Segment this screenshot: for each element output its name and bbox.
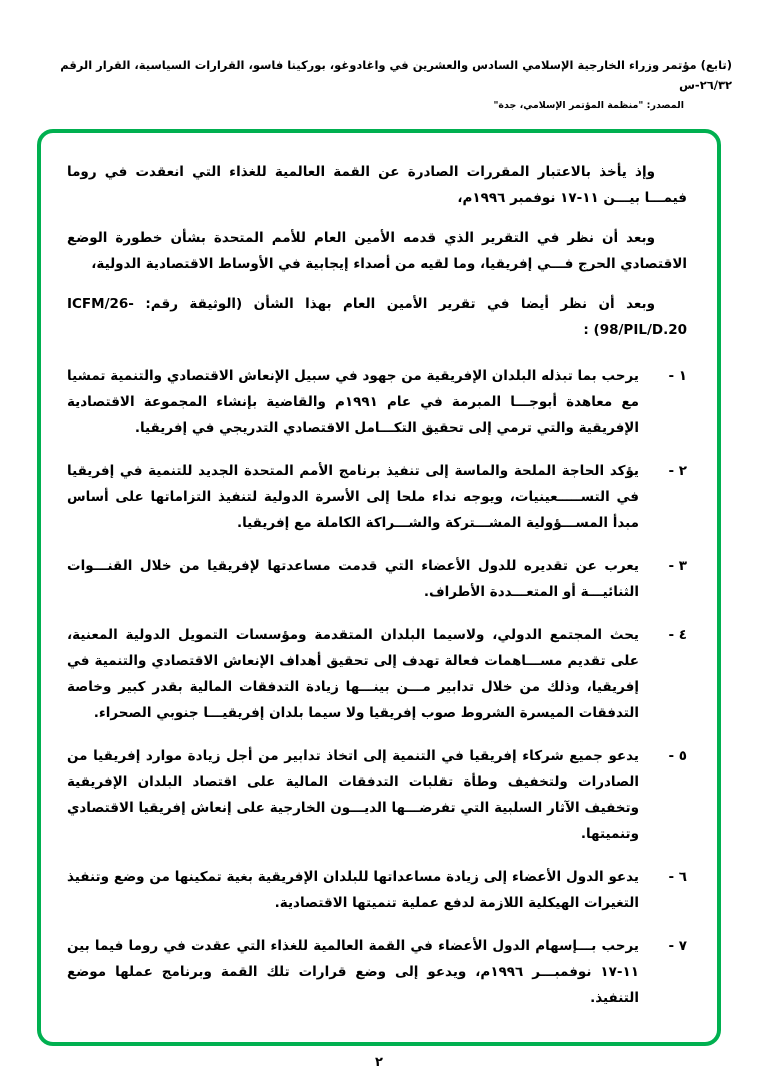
list-item [67, 622, 687, 726]
preamble-paragraph [67, 159, 687, 211]
item-body: المجتمع الدولي، ولاسيما البلدان المتقدمة ومؤسسات التمويل الدولية المعنية، على تقديم مســـاهمات فعالة تهدف إلى تحقيق أهداف الإنعاش الاقتصادي والتنمية في إفريقيا، وذلك من خلال تدابير مـــن بينـــها زيادة التدفقات المالية بقدر كبير وخاصة التدفقات الميسرة الشروط صوب إفريقيا ولا سيما بلدان إفريقيـــا جنوبي الصحراء. [67, 627, 639, 721]
paragraph-lead: وبعد أن نظر أيضا [520, 296, 655, 312]
operative-items-list [67, 363, 687, 1011]
item-number: ٢ - [668, 463, 687, 479]
item-lead: يدعو [608, 869, 639, 885]
item-text [67, 933, 639, 1011]
item-number: ٣ - [668, 558, 687, 574]
paragraph-text: في تقرير الأمين العام بهذا الشأن (الوثيقة رقم: ICFM/26-98/PIL/D.20) : [67, 296, 687, 338]
list-item [67, 363, 687, 441]
item-body: الحاجة الملحة والماسة إلى تنفيذ برنامج الأمم المتحدة الجديد للتنمية في إفريقيا في التســـــعينيات، ويوجه نداء ملحا إلى الأسرة الدولية لتنفيذ التزاماتها على أساس مبدأ المســـؤولية المشـــتركة والشـــراكة الكاملة مع إفريقيا. [67, 463, 639, 531]
page-number: ٢ [375, 1055, 383, 1070]
item-number: ٦ - [668, 869, 687, 885]
item-body: الدول الأعضاء إلى زيادة مساعداتها للبلدان الإفريقية بغية تمكينها من وضع وتنفيذ التغيرات الهيكلية اللازمة لدفع عملية تنميتها الاقتصادية. [67, 869, 639, 911]
item-lead: يؤكد [609, 463, 639, 479]
source-line: المصدر: "منظمة المؤتمر الإسلامي، جدة" [493, 100, 684, 112]
item-text [67, 458, 639, 536]
preamble-paragraph [67, 225, 687, 277]
item-text [67, 864, 639, 916]
document-header [26, 56, 732, 114]
item-lead: يرحب [601, 368, 639, 384]
resolution-body-frame [37, 129, 721, 1046]
preamble-paragraph [67, 291, 687, 343]
list-item [67, 553, 687, 605]
item-number: ١ - [668, 368, 687, 384]
list-item [67, 933, 687, 1011]
item-body: عن تقديره للدول الأعضاء التي قدمت مساعدتها لإفريقيا من خلال القنـــوات الثنائيـــة أو المتعـــددة الأطراف. [67, 558, 639, 600]
paragraph-text: بالاعتبار المقررات الصادرة عن القمة العالمية للغذاء التي انعقدت في روما فيمـــا بيـــن ١١-١٧ نوفمبر ١٩٩٦م، [67, 164, 687, 206]
header-title-line: (تابع) مؤتمر وزراء الخارجية الإسلامي السادس والعشرين في واغادوغو، بوركينا فاسو، القرارات السياسية، القرار الرقم ٢٦/٣٢-س [60, 58, 732, 92]
item-body: بما تبذله البلدان الإفريقية من جهود في سبيل الإنعاش الاقتصادي والتنمية تمشيا مع معاهدة أبوجـــا المبرمة في عام ١٩٩١م والقاضية بإنشاء المجموعة الاقتصادية الإفريقية والتي ترمي إلى تحقيق التكـــامل الاقتصادي التدريجي في إفريقيا. [67, 368, 639, 436]
item-lead: يرحب [601, 938, 639, 954]
item-number: ٥ - [668, 748, 687, 764]
item-number: ٧ - [668, 938, 687, 954]
list-item [67, 458, 687, 536]
item-text [67, 743, 639, 847]
item-text [67, 363, 639, 441]
paragraph-lead: وإذ يأخذ [599, 164, 656, 180]
item-lead: يدعو [608, 748, 639, 764]
item-lead: يحث [609, 627, 639, 643]
item-body: بـــإسهام الدول الأعضاء في القمة العالمية للغذاء التي عقدت في روما فيما بين ١١-١٧ نوفمبـــر ١٩٩٦م، ويدعو إلى وضع قرارات تلك القمة وبرنامج عملها موضع التنفيذ. [67, 938, 639, 1006]
paragraph-lead: وبعد أن نظر [567, 230, 656, 246]
list-item [67, 864, 687, 916]
item-lead: يعرب [604, 558, 639, 574]
paragraph-text: في التقرير الذي قدمه الأمين العام للأمم المتحدة بشأن خطورة الوضع الاقتصادي الحرج فـــي إفريقيا، وما لقيه من أصداء إيجابية في الأوساط الاقتصادية الدولية، [67, 230, 687, 272]
item-number: ٤ - [668, 627, 687, 643]
item-text [67, 622, 639, 726]
list-item [67, 743, 687, 847]
item-body: جميع شركاء إفريقيا في التنمية إلى اتخاذ تدابير من أجل زيادة موارد إفريقيا من الصادرات ولتخفيف وطأة تقلبات التدفقات المالية على اقتصاد البلدان الإفريقية وتخفيف الآثار السلبية التي تفرضـــها الديـــون الخارجية على إنعاش إفريقيا الاقتصادي وتنميتها. [67, 748, 639, 842]
item-text [67, 553, 639, 605]
